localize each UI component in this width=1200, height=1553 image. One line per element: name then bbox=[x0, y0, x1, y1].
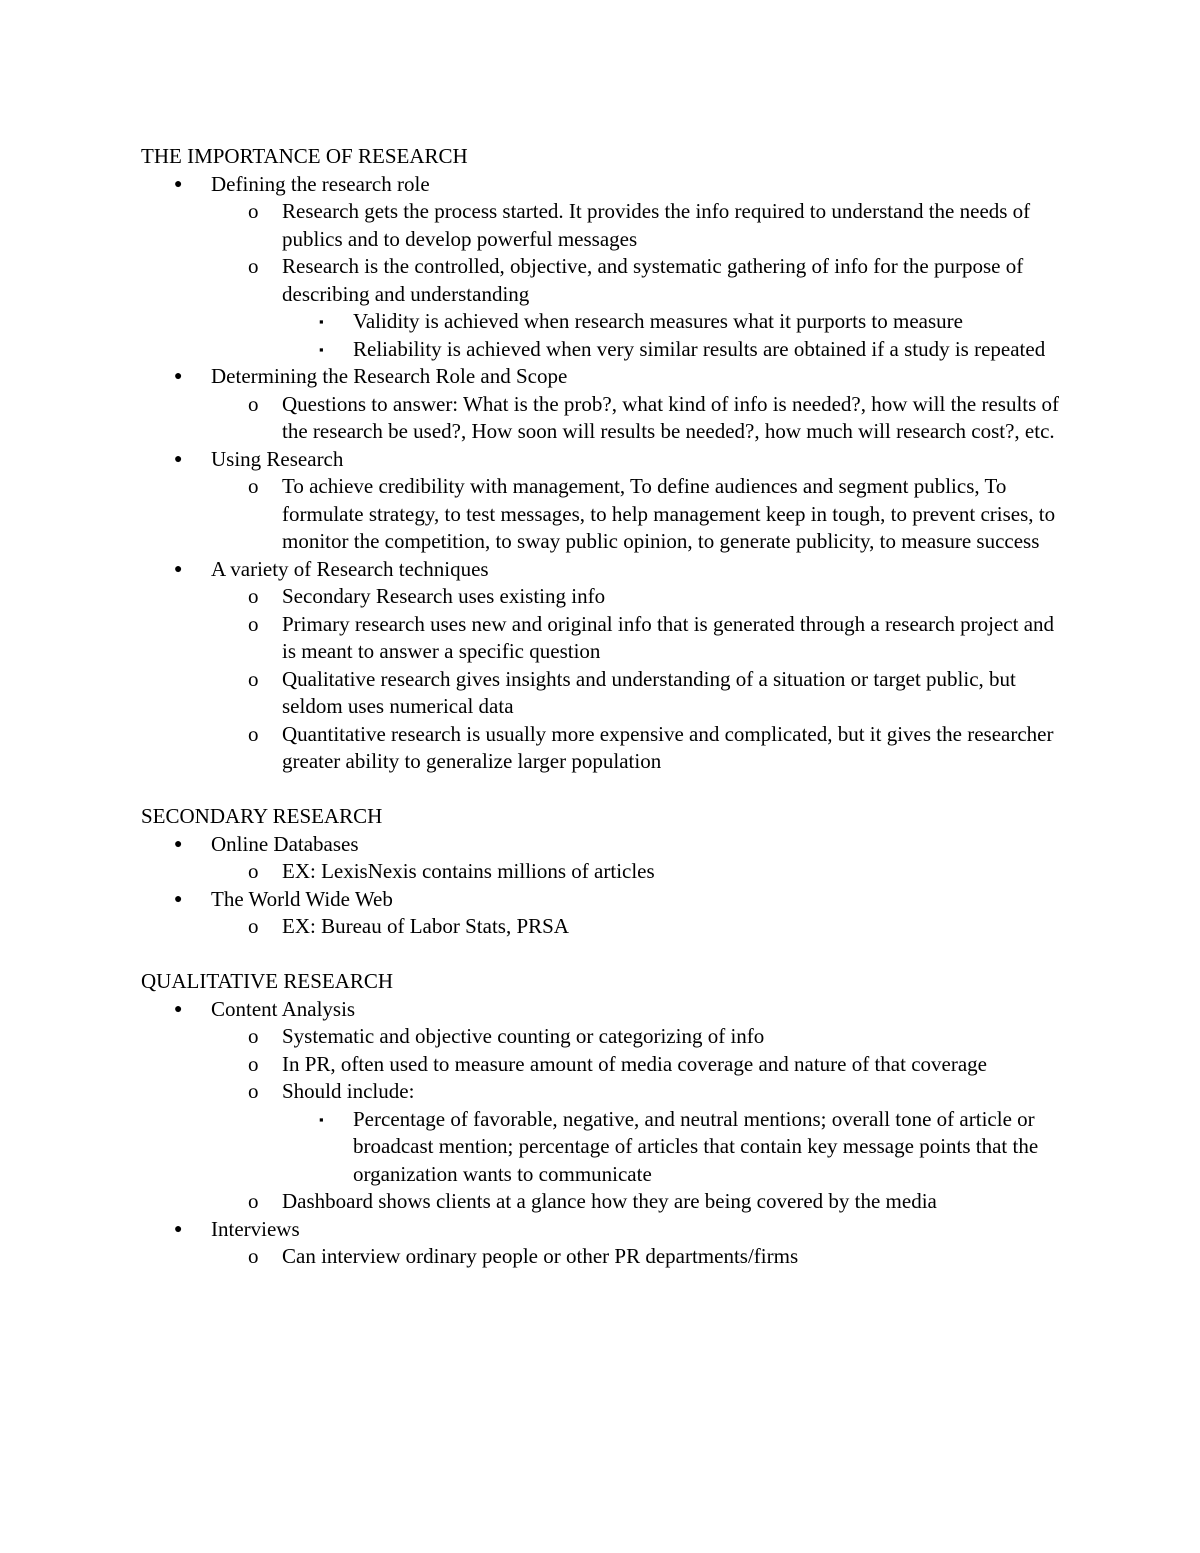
list-item bbox=[141, 583, 1061, 611]
circle-bullet-icon: o bbox=[248, 1024, 259, 1048]
list-item bbox=[141, 198, 1061, 253]
list-item-text: Defining the research role bbox=[211, 171, 430, 196]
list-item-text: In PR, often used to measure amount of media coverage and nature of that coverage bbox=[282, 1051, 987, 1076]
bullet-icon: ● bbox=[174, 1221, 183, 1237]
outline-list-level-2 bbox=[141, 583, 1061, 776]
outline-list-level-2 bbox=[141, 473, 1061, 556]
circle-bullet-icon: o bbox=[248, 611, 259, 636]
list-item-text: Reliability is achieved when very similar results are obtained if a study is repeated bbox=[353, 336, 1046, 361]
list-item bbox=[141, 1106, 1061, 1189]
outline-list-level-2 bbox=[141, 391, 1061, 446]
section bbox=[141, 803, 1061, 941]
list-item bbox=[141, 721, 1061, 776]
section bbox=[141, 968, 1061, 1271]
section bbox=[141, 143, 1061, 776]
square-bullet-icon: ▪ bbox=[319, 314, 324, 329]
outline-list-level-2 bbox=[141, 1243, 1061, 1271]
circle-bullet-icon: o bbox=[248, 254, 259, 278]
list-item-text: Research gets the process started. It provides the info required to understand the needs of publics and to develop powerful messages bbox=[282, 199, 1031, 251]
circle-bullet-icon: o bbox=[248, 199, 259, 223]
document-page bbox=[141, 143, 1061, 1271]
outline-list-level-2 bbox=[141, 198, 1061, 363]
list-item bbox=[141, 253, 1061, 308]
list-item bbox=[141, 336, 1061, 364]
list-item bbox=[141, 391, 1061, 446]
list-item-text: Interviews bbox=[211, 1216, 300, 1241]
list-item-text: Can interview ordinary people or other PR departments/firms bbox=[282, 1244, 799, 1268]
list-item-text: The World Wide Web bbox=[211, 886, 393, 911]
circle-bullet-icon: o bbox=[248, 391, 259, 416]
list-item bbox=[141, 886, 1061, 914]
circle-bullet-icon: o bbox=[248, 584, 259, 608]
outline-list-level-1 bbox=[141, 171, 1061, 776]
square-bullet-icon: ▪ bbox=[319, 1111, 324, 1127]
list-item-text: Dashboard shows clients at a glance how they are being covered by the media bbox=[282, 1189, 937, 1213]
list-item bbox=[141, 858, 1061, 886]
list-item-text: Percentage of favorable, negative, and neutral mentions; overall tone of article or broadcast mention; percentage of articles that contain key message points that the organization wants to communicate bbox=[353, 1106, 1039, 1186]
list-item bbox=[141, 473, 1061, 556]
circle-bullet-icon: o bbox=[248, 474, 259, 498]
list-item bbox=[141, 1078, 1061, 1106]
outline-list-level-2 bbox=[141, 858, 1061, 886]
list-item-text: Secondary Research uses existing info bbox=[282, 584, 606, 608]
bullet-icon: ● bbox=[174, 451, 183, 467]
circle-bullet-icon: o bbox=[248, 1051, 259, 1076]
list-item bbox=[141, 1051, 1061, 1079]
list-item-text: EX: LexisNexis contains millions of articles bbox=[282, 859, 655, 883]
list-item bbox=[141, 308, 1061, 336]
list-item-text: Should include: bbox=[282, 1079, 415, 1103]
list-item bbox=[141, 556, 1061, 584]
circle-bullet-icon: o bbox=[248, 666, 259, 691]
bullet-icon: ● bbox=[174, 891, 183, 907]
list-item bbox=[141, 913, 1061, 941]
outline-list-level-2 bbox=[141, 913, 1061, 941]
list-item-text: Online Databases bbox=[211, 831, 359, 856]
list-item bbox=[141, 1023, 1061, 1051]
list-item bbox=[141, 171, 1061, 199]
circle-bullet-icon: o bbox=[248, 1244, 259, 1268]
list-item-text: Systematic and objective counting or categorizing of info bbox=[282, 1024, 765, 1048]
circle-bullet-icon: o bbox=[248, 914, 259, 938]
list-item-text: Content Analysis bbox=[211, 996, 356, 1021]
bullet-icon: ● bbox=[174, 176, 183, 192]
outline-list-level-3 bbox=[141, 1106, 1061, 1189]
circle-bullet-icon: o bbox=[248, 721, 259, 746]
bullet-icon: ● bbox=[174, 561, 183, 577]
outline-list-level-1 bbox=[141, 996, 1061, 1271]
bullet-icon: ● bbox=[174, 369, 183, 384]
circle-bullet-icon: o bbox=[248, 1079, 259, 1103]
list-item-text: A variety of Research techniques bbox=[211, 556, 489, 581]
list-item bbox=[141, 996, 1061, 1024]
section-heading: SECONDARY RESEARCH bbox=[141, 804, 383, 828]
outline-list-level-1 bbox=[141, 831, 1061, 941]
list-item bbox=[141, 1216, 1061, 1244]
list-item-text: Quantitative research is usually more expensive and complicated, but it gives the researcher greater ability to generalize larger population bbox=[282, 721, 1054, 773]
list-item bbox=[141, 1243, 1061, 1271]
circle-bullet-icon: o bbox=[248, 1189, 259, 1213]
outline-list-level-2 bbox=[141, 1023, 1061, 1216]
list-item bbox=[141, 831, 1061, 859]
bullet-icon: ● bbox=[174, 1001, 183, 1017]
circle-bullet-icon: o bbox=[248, 859, 259, 883]
list-item bbox=[141, 611, 1061, 666]
list-item bbox=[141, 1188, 1061, 1216]
list-item-text: Determining the Research Role and Scope bbox=[211, 364, 568, 388]
list-item-text: Validity is achieved when research measures what it purports to measure bbox=[353, 309, 963, 333]
bullet-icon: ● bbox=[174, 836, 183, 852]
list-item-text: Primary research uses new and original info that is generated through a research project and is meant to answer a specific question bbox=[282, 611, 1055, 663]
list-item bbox=[141, 446, 1061, 474]
square-bullet-icon: ▪ bbox=[319, 341, 324, 357]
section-heading: QUALITATIVE RESEARCH bbox=[141, 969, 394, 993]
section-heading: THE IMPORTANCE OF RESEARCH bbox=[141, 144, 468, 168]
list-item-text: Using Research bbox=[211, 446, 344, 471]
list-item bbox=[141, 666, 1061, 721]
list-item-text: Qualitative research gives insights and understanding of a situation or target public, but seldom uses numerical data bbox=[282, 666, 1016, 718]
list-item-text: Research is the controlled, objective, and systematic gathering of info for the purpose of describing and understanding bbox=[282, 254, 1024, 306]
list-item-text: To achieve credibility with management, To define audiences and segment publics, To formulate strategy, to test messages, to help management keep in tough, to prevent crises, to monitor the competition, to sway public opinion, to generate publicity, to measure success bbox=[282, 474, 1056, 553]
list-item bbox=[141, 363, 1061, 391]
outline-list-level-3 bbox=[141, 308, 1061, 363]
list-item-text: Questions to answer: What is the prob?, what kind of info is needed?, how will the results of the research be used?, How soon will results be needed?, how much will research cost?, etc. bbox=[282, 391, 1060, 443]
list-item-text: EX: Bureau of Labor Stats, PRSA bbox=[282, 914, 569, 938]
